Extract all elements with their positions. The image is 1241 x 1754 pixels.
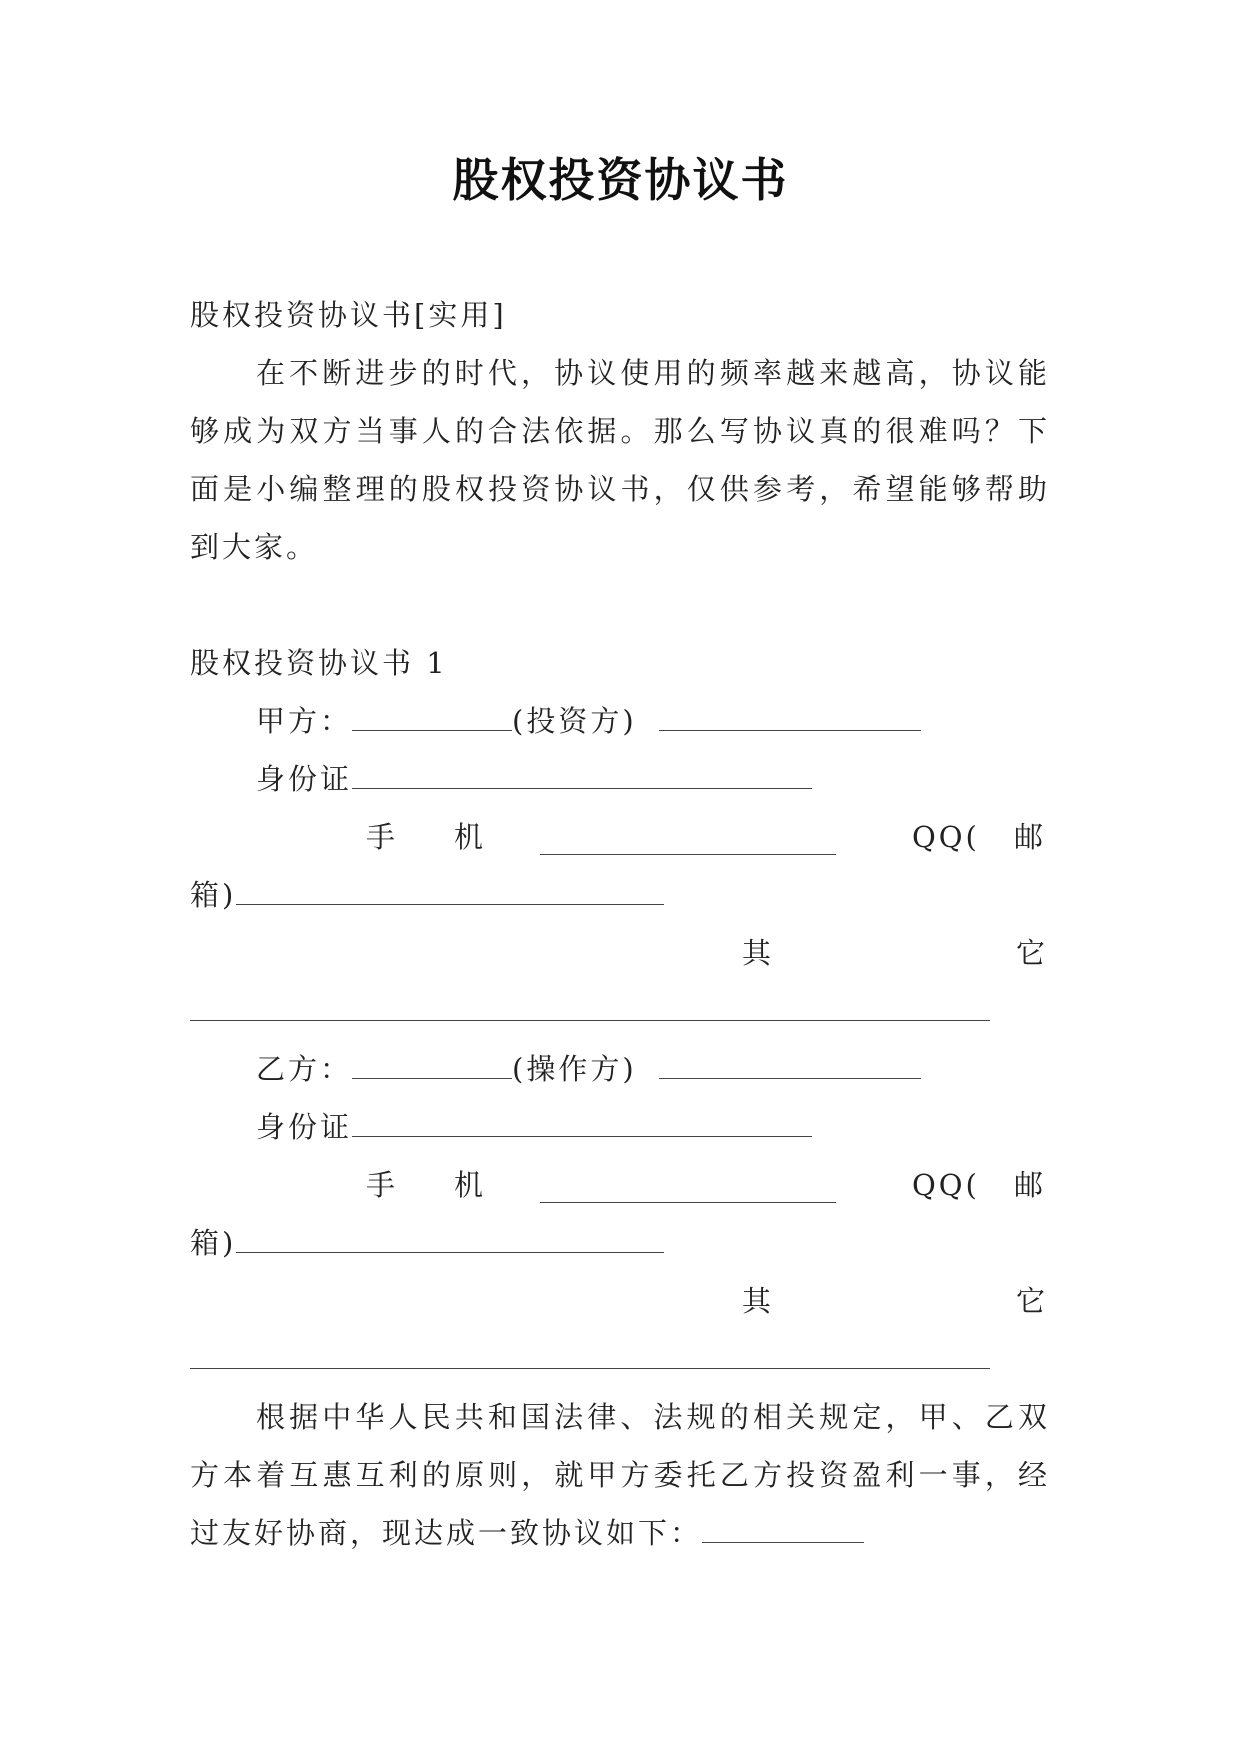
- party-b-other-blank[interactable]: [190, 1368, 990, 1369]
- intro-paragraph: 在不断进步的时代，协议使用的频率越来越高，协议能够成为双方当事人的合法依据。那么写协议真的很难吗？下面是小编整理的股权投资协议书，仅供参考，希望能够帮助到大家。: [190, 356, 1050, 564]
- party-b-mail-line: [190, 1214, 1050, 1272]
- party-b-phone-blank[interactable]: [540, 1164, 836, 1203]
- party-b-id-label: 身份证: [256, 1110, 353, 1144]
- party-b-phone-label-1: 手: [366, 1168, 399, 1202]
- section-heading: 股权投资协议书 1: [190, 646, 448, 680]
- party-a-mail-label-2: 箱): [190, 878, 237, 912]
- party-a-other-line: [190, 924, 1050, 982]
- party-a-id-line: [256, 750, 1116, 808]
- party-b-line: [256, 1040, 1116, 1098]
- party-a-other-blank[interactable]: [190, 1020, 990, 1021]
- party-b-other-line: [190, 1272, 1050, 1330]
- party-b-mail-label-2: 箱): [190, 1226, 237, 1260]
- party-a-line: [256, 692, 1116, 750]
- party-b-other-label-2: 它: [1016, 1284, 1049, 1318]
- closing-text: 根据中华人民共和国法律、法规的相关规定，甲、乙双方本着互惠互利的原则，就甲方委托乙方投资盈利一事，经过友好协商，现达成一致协议如下：: [190, 1400, 1050, 1550]
- party-a-role: (投资方): [512, 704, 637, 738]
- party-b-id-line: [256, 1098, 1116, 1156]
- closing-paragraph: [190, 1388, 1050, 1562]
- party-a-label: 甲方：: [256, 704, 353, 738]
- party-b-phone-label-2: 机: [454, 1168, 487, 1202]
- closing-blank[interactable]: [702, 1504, 864, 1543]
- document-title: 股权投资协议书: [452, 153, 789, 207]
- party-a-phone-label-2: 机: [454, 820, 487, 854]
- party-a-name-blank[interactable]: [352, 692, 512, 731]
- party-b-role: (操作方): [512, 1052, 637, 1086]
- party-a-phone-label-1: 手: [366, 820, 399, 854]
- party-a-other-label-1: 其: [742, 936, 775, 970]
- party-a-phone-line: [190, 808, 1050, 866]
- party-a-qq-label: QQ(: [912, 820, 980, 854]
- document-subtitle: 股权投资协议书[实用]: [190, 298, 507, 332]
- party-b-qq-label: QQ(: [912, 1168, 980, 1202]
- party-a-other-label-2: 它: [1016, 936, 1049, 970]
- party-b-label: 乙方：: [256, 1052, 353, 1086]
- party-b-mail-blank[interactable]: [236, 1214, 664, 1253]
- party-a-id-label: 身份证: [256, 762, 353, 796]
- party-a-mail-label-1: 邮: [1014, 820, 1047, 854]
- party-a-id-blank[interactable]: [352, 750, 812, 789]
- party-b-id-blank[interactable]: [352, 1098, 812, 1137]
- party-b-other-label-1: 其: [742, 1284, 775, 1318]
- party-b-extra-blank[interactable]: [659, 1040, 921, 1079]
- party-a-extra-blank[interactable]: [659, 692, 921, 731]
- party-a-mail-line: [190, 866, 1050, 924]
- party-b-name-blank[interactable]: [352, 1040, 512, 1079]
- party-a-phone-blank[interactable]: [540, 816, 836, 855]
- party-b-mail-label-1: 邮: [1014, 1168, 1047, 1202]
- party-a-mail-blank[interactable]: [236, 866, 664, 905]
- party-b-phone-line: [190, 1156, 1050, 1214]
